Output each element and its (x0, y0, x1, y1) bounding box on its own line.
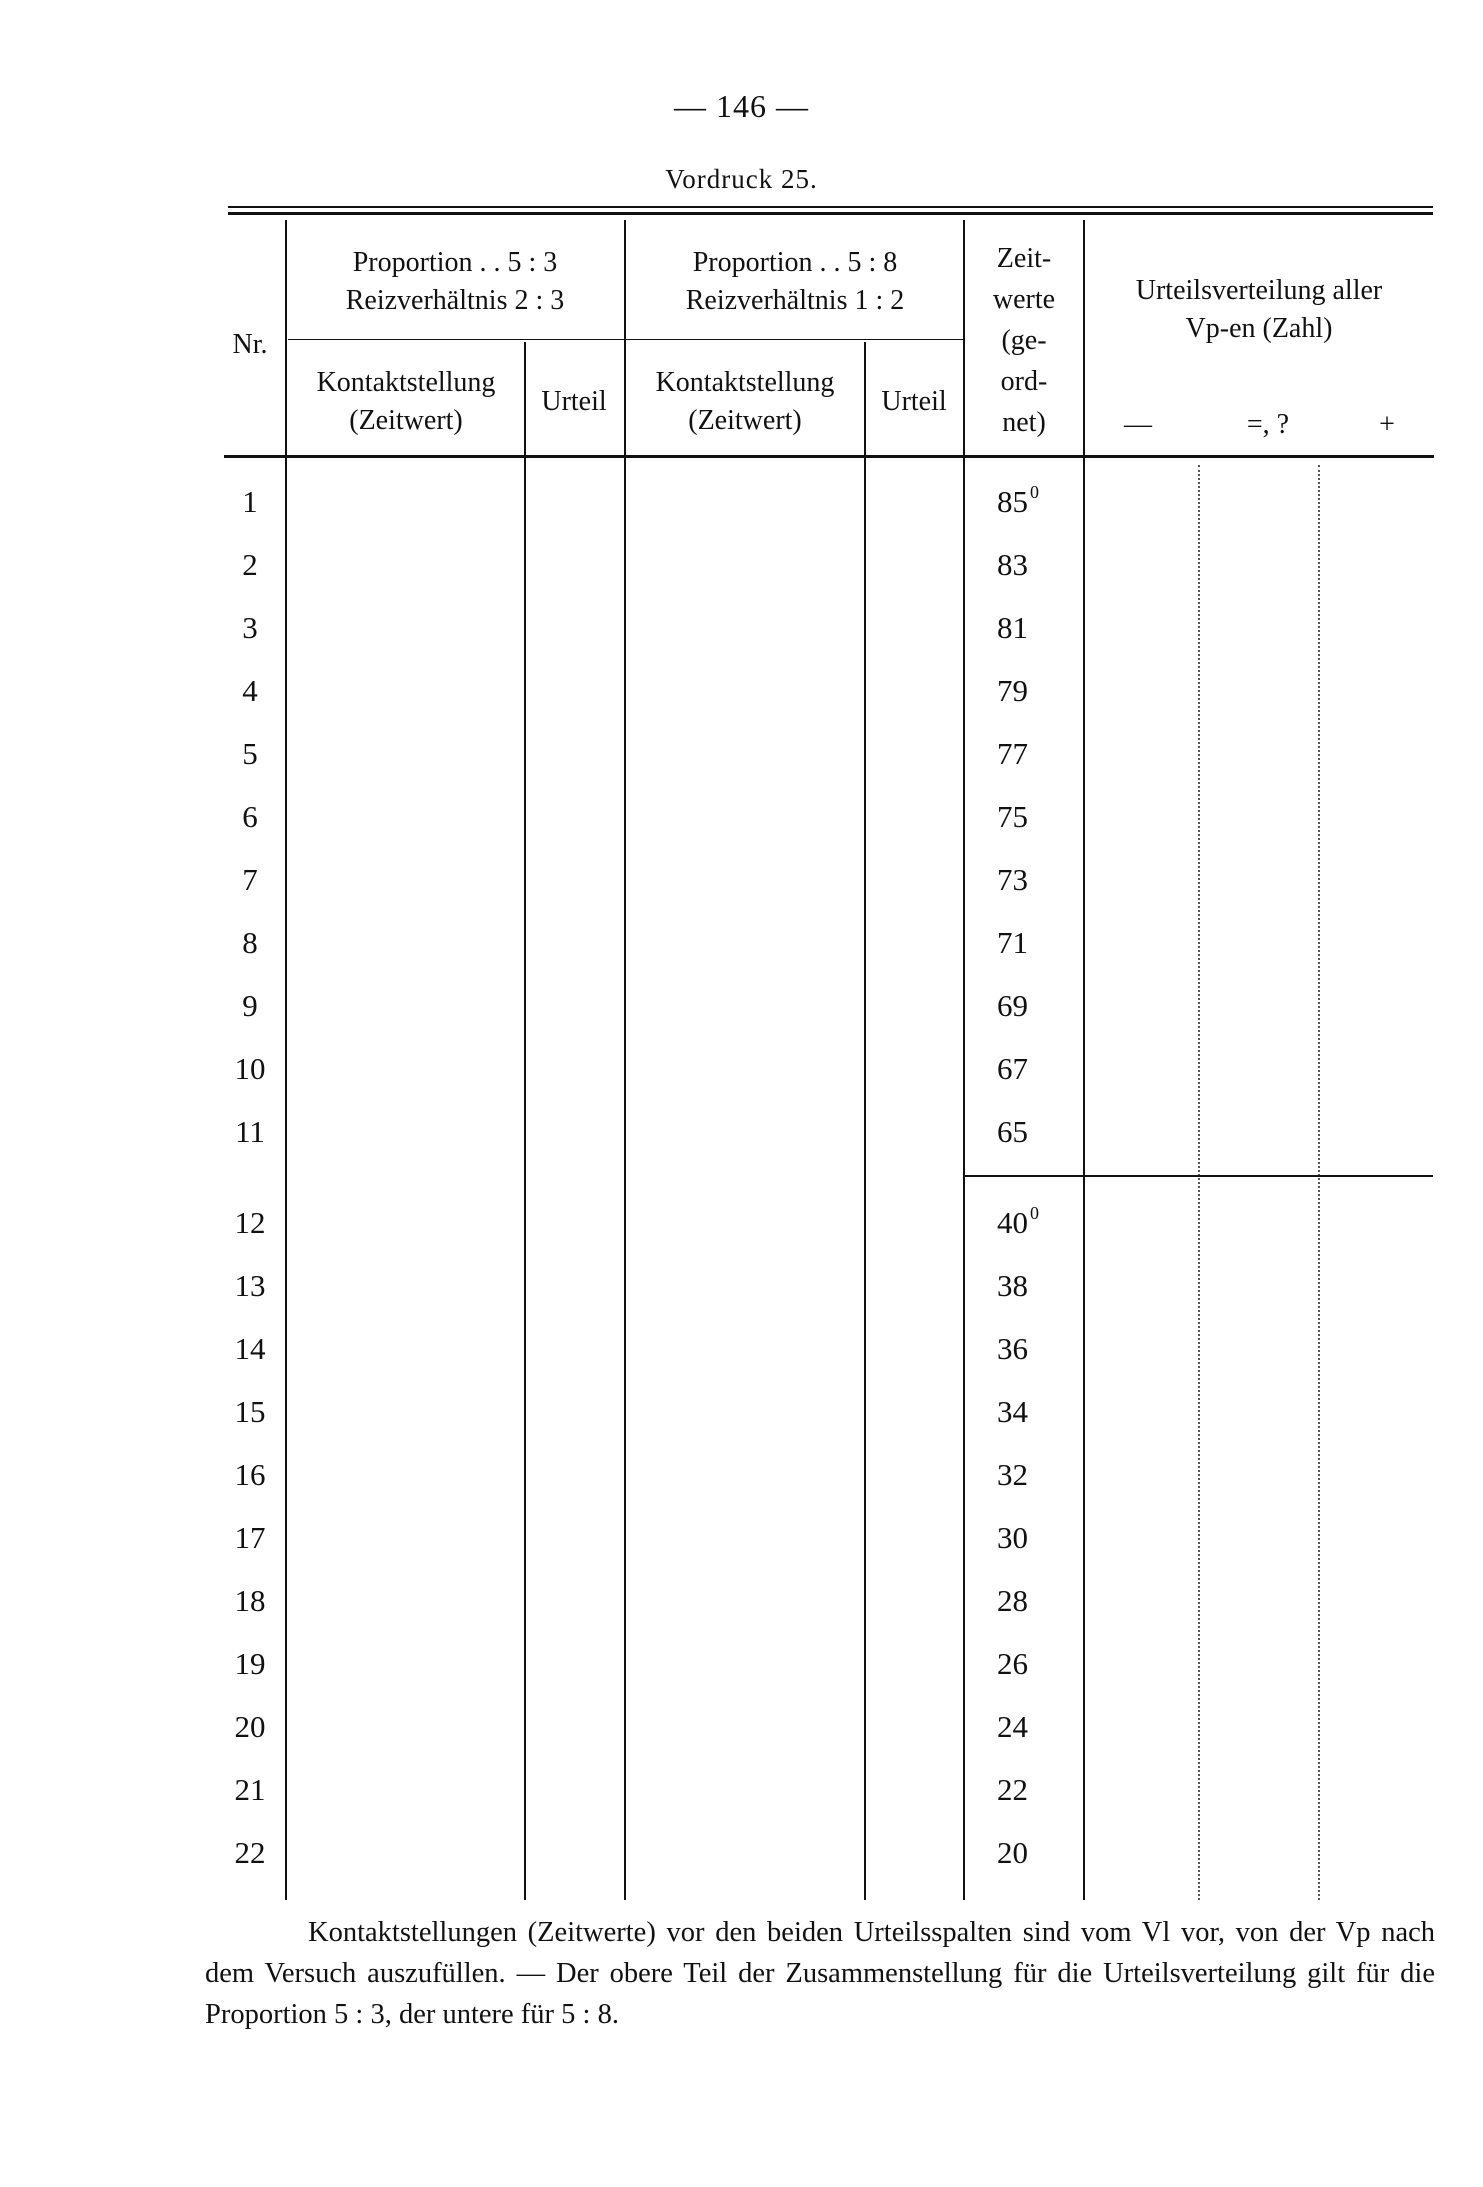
row-nr: 11 (235, 1114, 265, 1149)
header-group1-proportion: Proportion . . 5 : 3 (352, 247, 558, 278)
row-zeitwert: 34 (997, 1394, 1028, 1429)
header-kontakt-2-line2: (Zeitwert) (688, 405, 802, 436)
row-nr: 17 (234, 1520, 266, 1555)
row-nr: 5 (242, 736, 258, 771)
section-split-rule (963, 1175, 1433, 1177)
header-kontakt-1-line2: (Zeitwert) (349, 405, 463, 436)
row-zeitwert: 67 (997, 1051, 1028, 1086)
row-nr: 14 (234, 1331, 266, 1366)
row-nr: 18 (234, 1583, 266, 1618)
row-zeitwert: 28 (997, 1583, 1028, 1618)
col-rule-group-split (624, 220, 626, 1900)
header-zeitwerte-3: (ge- (1001, 325, 1047, 356)
row-nr: 9 (242, 988, 258, 1023)
row-zeitwert: 30 (997, 1520, 1028, 1555)
row-nr: 4 (242, 673, 258, 708)
row-nr: 1 (242, 484, 258, 519)
row-zeitwert: 75 (997, 799, 1028, 834)
row-zeitwert: 71 (997, 925, 1028, 960)
top-rule-thick (228, 212, 1433, 215)
row-zeitwert: 26 (997, 1646, 1028, 1681)
row-nr: 21 (234, 1772, 266, 1807)
row-nr: 10 (234, 1051, 266, 1086)
row-zeitwert: 73 (997, 862, 1028, 897)
row-nr: 19 (234, 1646, 266, 1681)
row-zeitwert: 40 $^0$ (997, 1203, 1039, 1240)
row-zeitwert: 83 (997, 547, 1028, 582)
header-zeitwerte-5: net) (1002, 407, 1046, 438)
col-rule-urteil-1 (524, 342, 526, 1900)
header-group2-reiz: Reizverhältnis 1 : 2 (685, 285, 905, 316)
row-zeitwert: 81 (997, 610, 1028, 645)
row-zeitwert: 79 (997, 673, 1028, 708)
row-zeitwert: 65 (997, 1114, 1028, 1149)
header-urteil-1: Urteil (541, 386, 607, 417)
top-rule-thin (228, 206, 1433, 208)
row-zeitwert: 77 (997, 736, 1028, 771)
form-caption: Vordruck 25. (665, 164, 818, 194)
row-nr: 15 (234, 1394, 266, 1429)
header-equal-question: =, ? (1246, 409, 1290, 440)
header-minus: — (1124, 409, 1152, 440)
header-urteil-2: Urteil (881, 386, 947, 417)
row-nr: 7 (242, 862, 258, 897)
dotted-rule-minus-equal (1198, 465, 1200, 1900)
row-zeitwert: 22 (997, 1772, 1028, 1807)
header-bottom-rule (224, 455, 1434, 458)
col-rule-zeitwerte-left (963, 220, 965, 1900)
header-zeitwerte-1: Zeit- (996, 243, 1052, 274)
header-zeitwerte-4: ord- (1000, 366, 1048, 397)
header-group2-proportion: Proportion . . 5 : 8 (692, 247, 898, 278)
row-nr: 16 (234, 1457, 266, 1492)
row-nr: 8 (242, 925, 258, 960)
row-nr: 2 (242, 547, 258, 582)
row-zeitwert: 38 (997, 1268, 1028, 1303)
row-nr: 22 (234, 1835, 266, 1870)
footnote (205, 1912, 1435, 2035)
col-rule-urteil-2 (864, 342, 866, 1900)
header-kontakt-2-line1: Kontaktstellung (655, 367, 835, 398)
row-zeitwert: 32 (997, 1457, 1028, 1492)
row-zeitwert: 69 (997, 988, 1028, 1023)
header-subdivider-rule (288, 339, 964, 340)
header-verteilung-line2: Vp-en (Zahl) (1185, 313, 1333, 344)
row-nr: 13 (234, 1268, 266, 1303)
header-nr: Nr. (232, 329, 268, 360)
row-nr: 12 (234, 1205, 266, 1240)
header-verteilung-line1: Urteilsverteilung aller (1135, 275, 1383, 306)
header-group1-reiz: Reizverhältnis 2 : 3 (345, 285, 565, 316)
page-number: — 146 — (674, 88, 809, 124)
header-zeitwerte-2: werte (992, 284, 1056, 315)
row-nr: 6 (242, 799, 258, 834)
row-zeitwert: 24 (997, 1709, 1028, 1744)
row-nr: 20 (234, 1709, 266, 1744)
row-zeitwert: 36 (997, 1331, 1028, 1366)
row-zeitwert: 20 (997, 1835, 1028, 1870)
row-zeitwert: 85 $^0$ (997, 482, 1039, 519)
dotted-rule-equal-plus (1318, 465, 1320, 1900)
footnote-text: Kontaktstellungen (Zeitwerte) vor den beiden Urteilsspalten sind vom Vl vor, von der Vp nach dem Versuch auszufüllen. — Der obere Teil der Zusammenstellung für die Urteilsverteilung gilt für die Proportion 5 : 3, der untere für 5 : 8. (205, 1917, 1435, 2030)
row-nr: 3 (242, 610, 258, 645)
header-kontakt-1-line1: Kontaktstellung (316, 367, 496, 398)
header-plus: + (1379, 409, 1395, 440)
